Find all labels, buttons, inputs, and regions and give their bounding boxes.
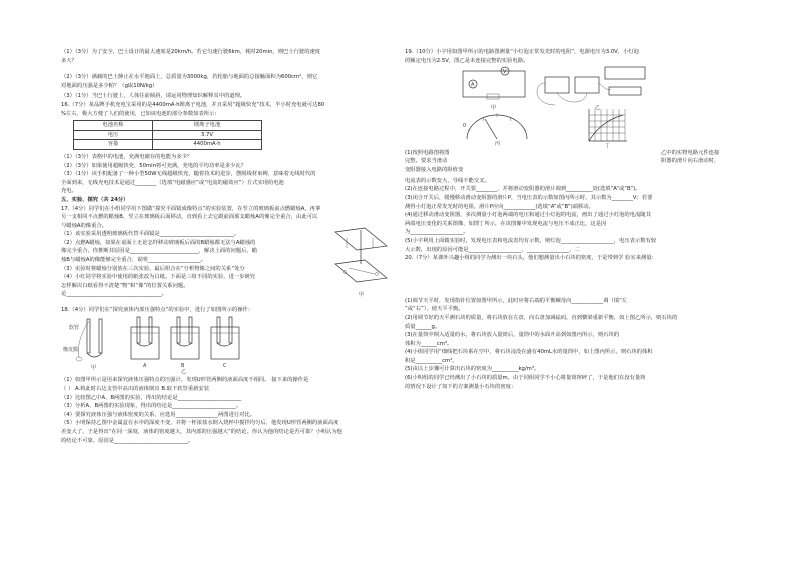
q16-2: （2）（3分）如果使用超级快充，50min将可充满，充电的平均功率是多少瓦？ <box>61 162 247 169</box>
q19-4: (4)通过移动滑动变阻器，多次测量小灯泡两端的电压和通过小灯泡的电流，画出了通过小灯泡的电流随其 <box>405 212 651 219</box>
mirror-experiment-figure <box>329 224 391 302</box>
q18-5: （5）小明保持乙图中金属盒在水中的深度不变，并将一杯浓盐水倒入烧杯中搅拌均匀后，他发现U形管两侧的液面高度 <box>61 420 339 427</box>
q19-stem-b: 的额定电压为2.5V，图乙是未连接完整的实验电路。 <box>405 57 529 64</box>
figure-label: 丙 <box>495 141 501 148</box>
q16-1: （1）（3分）表格中的电池，充满电储存的电能为多少？ <box>61 153 193 160</box>
q19-1: (1)按照电路图将图 <box>405 149 450 156</box>
q19-stem: 19.（10分）小宇用如图甲所示的电路图测量“小灯泡正常发光时的电阻”，电源电压为3.0V，小灯泡 <box>405 49 639 55</box>
q17-2c: 烛B与蜡烛A的像能够完全重合，说明____________________。 <box>61 257 206 264</box>
table-row <box>74 121 262 131</box>
q19-1b: 完整。要求当滑动 <box>405 158 448 165</box>
q17-4: （4）小红同学将实验中使用的纸张改为白纸。下面是三组不同的实验，进一步研究 <box>61 274 256 281</box>
table-row <box>74 140 262 150</box>
q17-2: （2）点燃A蜡烛，如果在桌面上无论怎样移动玻璃板后面的B蜡烛都无法与A蜡烛的 <box>61 239 256 246</box>
q18-4: （4）要探究液体压强与液体密度的关系，应选用________________两图进行对比。 <box>61 411 256 418</box>
q16-stem: 16.（7分）某品牌手机充电宝采用的是4400mA·h锂离子电池，并且采用“超级快充”技术，半小时充电就可达80 <box>61 101 325 108</box>
q15-2b: 对地面的压强是多少帕？（g取10N/kg） <box>61 82 158 89</box>
table-row <box>74 130 262 140</box>
q15-1b: 多大？ <box>61 57 77 64</box>
figure-caption: 甲 <box>359 292 365 299</box>
q17-2b: 像完全重合，你推断其原因是__________________________，解决上面的问题后，蜡 <box>61 248 257 255</box>
q20-2b: 质量______g。 <box>405 323 441 330</box>
battery-table <box>73 120 262 150</box>
q17-1: （1）该实验采用透明玻璃板代替平面镜是____________________________。 <box>61 231 240 238</box>
section-five-title: 五、实验、探究（共 24分） <box>61 196 129 203</box>
q15-2: （2）（3分）满载的巴士静止在水平地面上，总质量为3000kg，若轮胎与地面的总接触面积为600cm²，则它 <box>61 74 318 81</box>
table-cell: 4400mA·h <box>153 140 262 150</box>
q18-1b: （ ） A.将此时右边支管中高出的液体倒出 B.取下软管重新安装 <box>61 386 210 393</box>
q17-stem-b: 另一支相同不点燃的蜡烛B，竖立在玻璃板后面移动，直到看上去它跟前面那支蜡烛A的像完全重合，由此可以 <box>61 214 318 221</box>
q19-5b: 大示数，出现的原因可能是____________________，________________，二 <box>405 246 580 253</box>
q20-6: (6)小明组的同学已经测出了小石块的质量m，由于同组同学不小心将量筒摔碎了，于是他们在没有量筒 <box>405 375 646 382</box>
table-cell: 电压 <box>74 130 153 140</box>
figure-label: 乙 <box>181 368 187 375</box>
q20-4: (4)小组同学用“细线把石块系在空中，将石块浸没在盛有40mL水的量筒中，如上图丙所示，则石块的体积 <box>405 349 653 356</box>
q20-4b: 积是__________cm³。 <box>405 357 458 364</box>
q19-1r1: 乙中的实物电路元件连接 <box>661 149 720 156</box>
q19-4c: 为____________________。 <box>405 229 469 236</box>
figure-label: A <box>143 362 147 369</box>
figure-label: B <box>181 362 185 369</box>
q17-block <box>61 230 391 306</box>
q17-4c: 论____________________________________。 <box>61 291 167 298</box>
q15-3: （3）（1分）当巴士行驶上，人体往前倾斜，请运用物理知识解释其中的道理。 <box>61 93 246 100</box>
figure-label: 0 <box>463 123 467 130</box>
q19-4b: 两端电压变化的关系图像，如图丁所示，在该图像中发现电流与电压不成正比，这是因 <box>405 220 607 227</box>
figure-label: 橡皮膜 <box>63 346 79 353</box>
q17-4b: 怎样解决白纸看得不清楚“物”和“像”的位置关系问题。 <box>61 282 189 289</box>
right-column <box>405 48 745 391</box>
q18-1: （1）如图甲所示是用来探究液体压强特点的压强计，发现U形管两侧的液面高度不相同。 接下来的操作是 <box>61 377 309 384</box>
pressure-experiment-figure <box>61 315 391 373</box>
q19-3b: 测得小灯泡正常发光时的电阻，滑片P应向____________(选填“A”或“B”)端移动。 <box>405 203 594 210</box>
q19-5: (5)小宇利用上面做实验时，发现电压表和电流表均有示数，则灯泡____________________，电压表示数有较 <box>405 237 657 244</box>
q16-3b: 全面到来，无线充电技术是通过________（选填“电磁感应”或“电流的磁效应”）方式实现给电池 <box>61 179 284 186</box>
q20-3: (3)在量筒中倒入适量的水，将石块放入量筒后，量筒中的水面升高到如图丙所示，则石块的 <box>405 332 620 339</box>
voltmeter-icon: V <box>503 69 507 76</box>
q17-3: （3）实验时将蜡烛分别放在三次实验，最后组合在“分析物像之间的关系”处分 <box>61 265 245 272</box>
q20-1b: ”或“右”），使天平平衡。 <box>405 306 464 313</box>
q19-2: (2)在连接电路过程中，开关要________，并将滑动变阻器的滑片调到__________处(选填“A”或“B”)。 <box>405 186 641 193</box>
q20-3b: 体积为______cm³。 <box>405 340 453 347</box>
q18-stem: 18.（4分）同学们在“探究液体内部压强特点”的实验中，进行了如图所示的操作： <box>61 307 254 314</box>
q17-stem-c: 与蜡烛A的像重合。 <box>61 222 107 229</box>
left-column <box>61 48 391 445</box>
q17-stem: 17.（4分）同学们在小组同学用下图做“探究平面镜成像特点”的实验装置，在竖立的玻璃板前点燃蜡烛A，再拿 <box>61 205 321 212</box>
figure-label: 软管 <box>69 324 80 331</box>
q19-3: (3)闭合开关后，缓慢移动滑动变阻器的滑片P，当电压表的示数如图丙所示时，其示数为________V；若要 <box>405 194 653 201</box>
figure-label: C <box>223 362 227 369</box>
q16-stem-b: %左右，极大方便了人们的使用，已知该电池的部分参数如表所示： <box>61 110 220 117</box>
figure-label: 甲 <box>91 364 97 371</box>
q19-1d: 电流表的示数变大，导线不能交叉。 <box>405 177 490 184</box>
figure-label: 甲 <box>491 105 497 112</box>
q20-stem: 20.（7分）某课外兴趣小组的同学为测出一块石头，他们想测量出小石块的密度，于是带到学 验室来测量： <box>405 255 657 262</box>
table-cell: 容量 <box>74 140 153 150</box>
q20-6b: 的情况下设计了如下的方案测量小石块的密度： <box>405 383 517 390</box>
ammeter-icon: A <box>471 82 475 89</box>
q19-1c: 变阻器接入电路的阻值变 <box>405 166 464 173</box>
q16-3c: 充电。 <box>61 188 77 195</box>
circuit-figures <box>405 65 745 150</box>
q18-5b: 差变大了，于是得出“在同一深度，液体的密度越大，其内部的压强越大”的结论。你认为他的结论是否可靠？小明认为他 <box>61 429 342 436</box>
q20-2: (2)用调节好的天平测石块的质量，将石块放在左盘，向右盘加减砝码，直到横梁重新平衡，如上图乙所示，则石块的 <box>405 314 678 321</box>
q18-5c: 的结论不可靠，原因是____________________________。 <box>61 437 194 444</box>
table-cell: 3.7V <box>153 130 262 140</box>
q18-3: （3）分析A、B两图的实验现象，得出的结论是________________________。 <box>61 403 242 410</box>
q20-1: (1)调节天平时，发现指针位置如图甲所示，此时应将右端的平衡螺母向____________调（填“左 <box>405 297 628 304</box>
table-cell: 电池名称 <box>74 121 153 131</box>
q19-1r2: 阻器的滑片向右滑动时， <box>661 158 720 165</box>
q15-1: （1）（3分）为了安全，巴士设计的最大速度是20km/h。若它匀速行驶6km，耗时20min，则巴士行驶的速度 <box>61 49 321 55</box>
q19-1-block <box>405 149 745 177</box>
figure-label: 丁 <box>605 143 611 150</box>
q18-2: （2）比较图乙中A、B两图的实验，得出的结论是________________________ <box>61 394 242 401</box>
q20-5: (5)由以上步骤可计算出石块的密度为__________kg/m³。 <box>405 366 540 373</box>
q16-3: （3）（1分）该手机配备了一种小型50W无线超级快充，随着技术的进步，摆脱线材束缚，意味着无线时代的 <box>61 171 316 178</box>
figure-label: 乙 <box>595 105 601 112</box>
table-cell: 锂离子电池 <box>153 121 262 131</box>
